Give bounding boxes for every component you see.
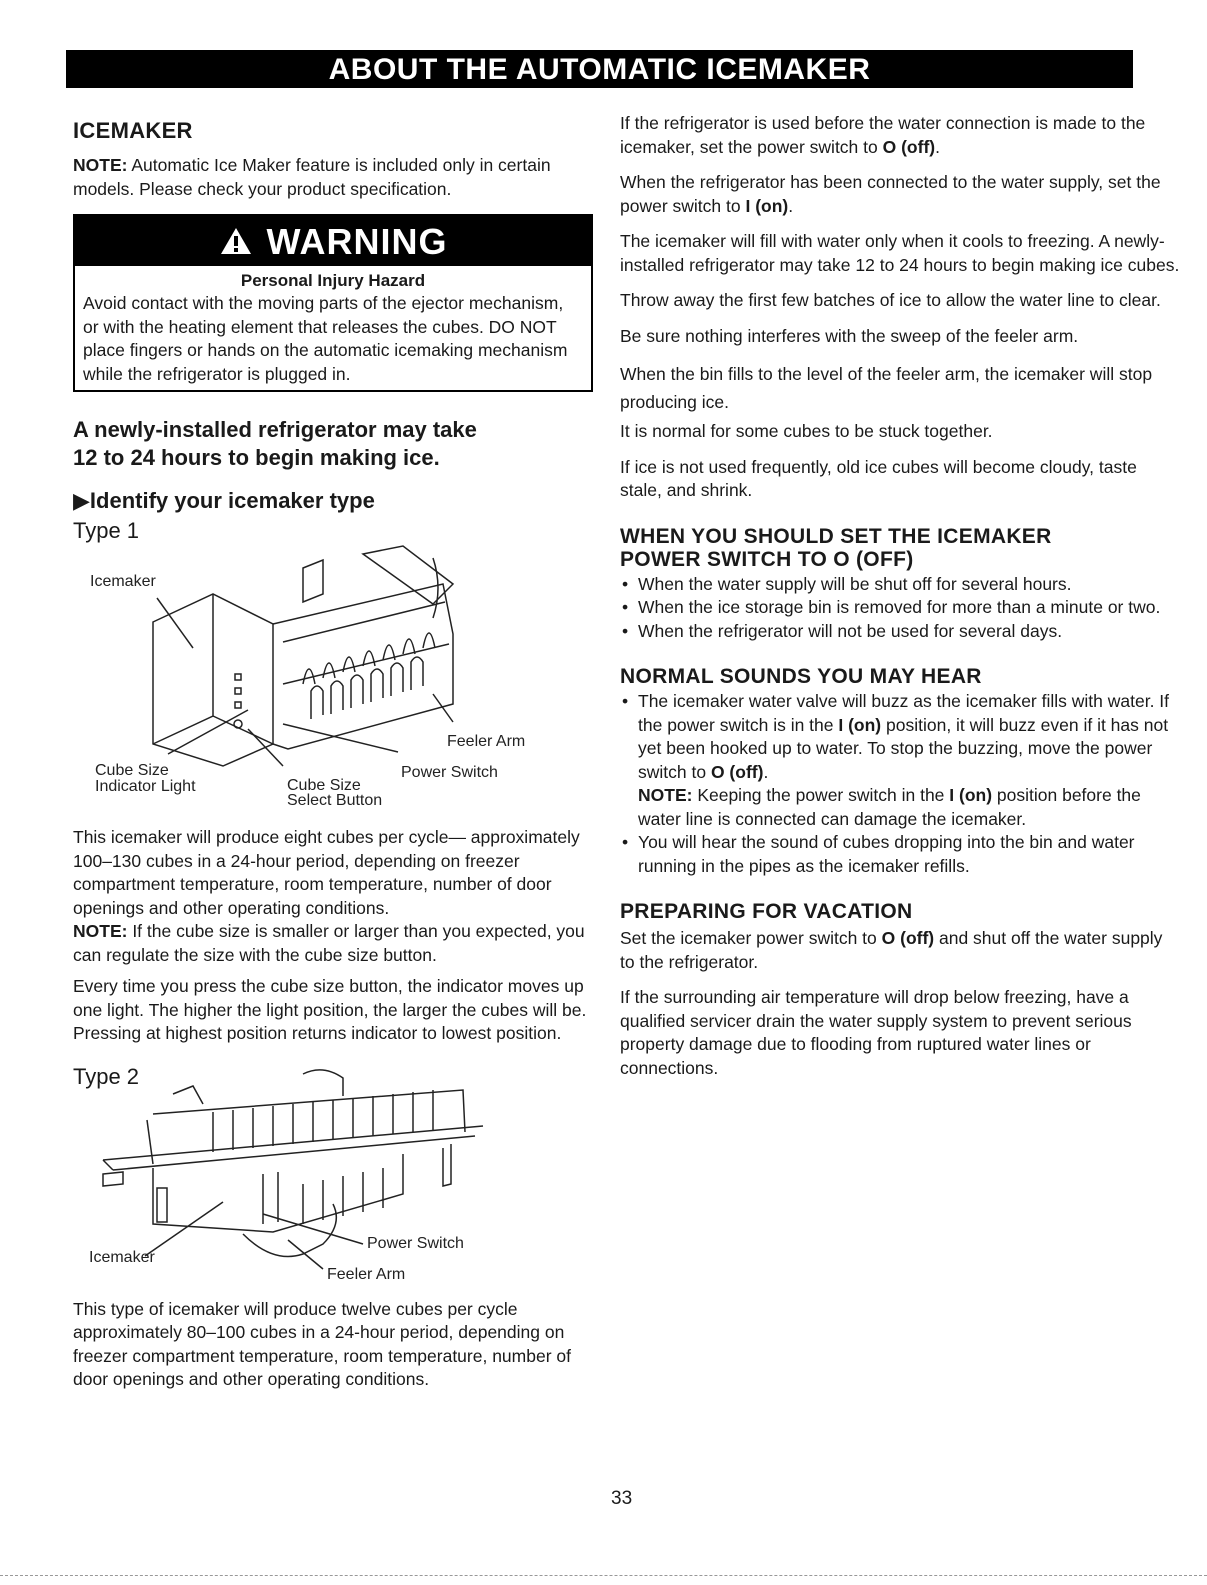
label-feeler-arm: Feeler Arm	[447, 733, 526, 750]
icemaker-note	[73, 154, 593, 201]
off-label: O (off)	[881, 928, 935, 948]
normal-sounds-list	[620, 690, 1180, 878]
vacation-para-1	[620, 927, 1180, 974]
right-para-1-text: If the refrigerator is used before the water connection is made to the icemaker, set the power switch to	[620, 113, 1146, 157]
label-type2-power-switch: Power Switch	[367, 1234, 464, 1252]
on-label: I (on)	[949, 785, 993, 805]
list-item	[620, 690, 1180, 831]
right-para-4: Throw away the first few batches of ice to allow the water line to clear.	[620, 290, 1161, 310]
label-power-switch: Power Switch	[401, 764, 498, 781]
page-number: 33	[611, 1488, 633, 1509]
right-para-2-text: When the refrigerator has been connected to the water supply, set the power switch to	[620, 172, 1161, 216]
normal-sounds-heading: NORMAL SOUNDS YOU MAY HEAR	[620, 665, 982, 688]
list-item: • When the water supply will be shut off for several hours.	[620, 573, 1180, 597]
right-para-2-end: .	[788, 195, 794, 216]
vacation-heading: PREPARING FOR VACATION	[620, 900, 913, 923]
right-para-5: Be sure nothing interferes with the sweep of the feeler arm.	[620, 325, 1079, 346]
label-type2-icemaker: Icemaker	[89, 1248, 155, 1266]
power-switch-off-heading	[620, 525, 1180, 571]
type1-note-label: NOTE:	[73, 921, 128, 941]
right-para-1-end: .	[935, 136, 940, 157]
identify-heading	[73, 488, 593, 514]
left-column	[73, 112, 593, 1392]
type1-label: Type 1	[73, 518, 140, 543]
icemaker-heading: ICEMAKER	[73, 118, 193, 143]
type2-description: This type of icemaker will produce twelve cubes per cycle approximately 80–100 cubes in a 24-hour period, depending on freezer compartment temperature, room temperature, number of door openings and other operating conditions.	[73, 1298, 571, 1389]
vacation-text-a: Set the icemaker power switch to	[620, 928, 882, 948]
note-label: NOTE:	[638, 785, 693, 805]
note-text-c: position before the water line is connected can damage the icemaker.	[638, 785, 1141, 829]
label-cube-size-select-1: Cube Size	[287, 777, 361, 794]
type1-description: This icemaker will produce eight cubes per cycle— approximately 100–130 cubes in a 24-hour period, depending on freezer compartment temperature, room temperature, number of door openings and other operating conditions.	[73, 827, 580, 918]
warning-subtitle: Personal Injury Hazard	[240, 271, 426, 290]
note-text: Automatic Ice Maker feature is included only in certain models. Please check your product specification.	[73, 155, 551, 199]
warning-header	[75, 216, 591, 266]
label-cube-size-indicator-2: Indicator Light	[95, 778, 196, 795]
right-column	[620, 112, 1180, 1092]
vacation-text-c: and shut off the water supply to the refrigerator.	[620, 928, 1163, 972]
install-time-note-line1: A newly-installed refrigerator may take	[73, 417, 477, 442]
type1-icemaker-diagram	[73, 544, 593, 812]
sound-text-e: .	[763, 761, 769, 782]
warning-box	[73, 214, 593, 392]
right-para-3: The icemaker will fill with water only when it cools to freezing. A newly-installed refrigerator may take 12 to 24 hours to begin making ice cubes.	[620, 231, 1180, 275]
vacation-para-2: If the surrounding air temperature will drop below freezing, have a qualified servicer drain the water supply system to prevent serious property damage due to flooding from ruptured water lines or connections.	[620, 987, 1132, 1078]
power-switch-off-heading-line2: POWER SWITCH TO O (OFF)	[620, 547, 914, 571]
triangle-right-icon: ▶	[73, 488, 90, 513]
off-label: O (off)	[710, 761, 764, 782]
right-para-2	[620, 171, 1180, 218]
sound-text-a: The icemaker water valve will buzz as the icemaker fills with water. If the power switch is in the	[638, 691, 1170, 735]
label-cube-size-indicator-1: Cube Size	[95, 762, 169, 779]
on-label: I (on)	[838, 714, 882, 735]
right-para-7: It is normal for some cubes to be stuck together.	[620, 421, 993, 441]
install-time-note	[73, 416, 593, 472]
note-text-a: Keeping the power switch in the	[692, 785, 950, 805]
label-cube-size-select-2: Select Button	[287, 792, 383, 809]
install-time-note-line2: 12 to 24 hours to begin making ice.	[73, 445, 440, 470]
identify-text: Identify your icemaker type	[89, 488, 375, 513]
on-label: I (on)	[745, 195, 789, 216]
list-item: • When the refrigerator will not be used for several days.	[620, 620, 1180, 644]
power-switch-off-heading-line1: WHEN YOU SHOULD SET THE ICEMAKER	[620, 524, 1052, 548]
type2-label: Type 2	[73, 1063, 140, 1089]
list-item: • You will hear the sound of cubes dropping into the bin and water running in the pipes as the icemaker refills.	[620, 831, 1180, 878]
right-para-6: When the bin fills to the level of the feeler arm, the icemaker will stop producing ice.	[620, 364, 1153, 412]
type2-icemaker-diagram	[73, 1064, 593, 1284]
page-banner: ABOUT THE AUTOMATIC ICEMAKER	[66, 50, 1133, 88]
list-item: • When the ice storage bin is removed for more than a minute or two.	[620, 596, 1180, 620]
label-icemaker: Icemaker	[90, 573, 156, 590]
right-para-8: If ice is not used frequently, old ice cubes will become cloudy, taste stale, and shrink.	[620, 456, 1137, 500]
type1-note-text: If the cube size is smaller or larger than you expected, you can regulate the size with the cube size button.	[73, 921, 585, 965]
type1-press-text: Every time you press the cube size button, the indicator moves up one light. The higher the light position, the larger the cubes will be. Pressing at highest position returns indicator to lowest position.	[73, 976, 587, 1043]
type1-note	[73, 920, 593, 967]
note-label: NOTE:	[73, 155, 128, 175]
warning-body: Avoid contact with the moving parts of the ejector mechanism, or with the heating element that releases the cubes. DO NOT place fingers or hands on the automatic icemaking mechanism while the refrigerator is plugged in.	[83, 293, 568, 384]
right-para-1	[620, 112, 1180, 159]
warning-triangle-icon	[219, 218, 253, 270]
power-switch-off-list	[620, 573, 1180, 644]
bottom-rule	[0, 1575, 1207, 1576]
off-label: O (off)	[882, 136, 936, 157]
sound-text-c: position, it will buzz even if it has not yet been hooked up to water. To stop the buzzing, move the power switch to	[638, 714, 1169, 782]
warning-title: WARNING	[266, 221, 448, 262]
label-type2-feeler-arm: Feeler Arm	[327, 1265, 406, 1283]
